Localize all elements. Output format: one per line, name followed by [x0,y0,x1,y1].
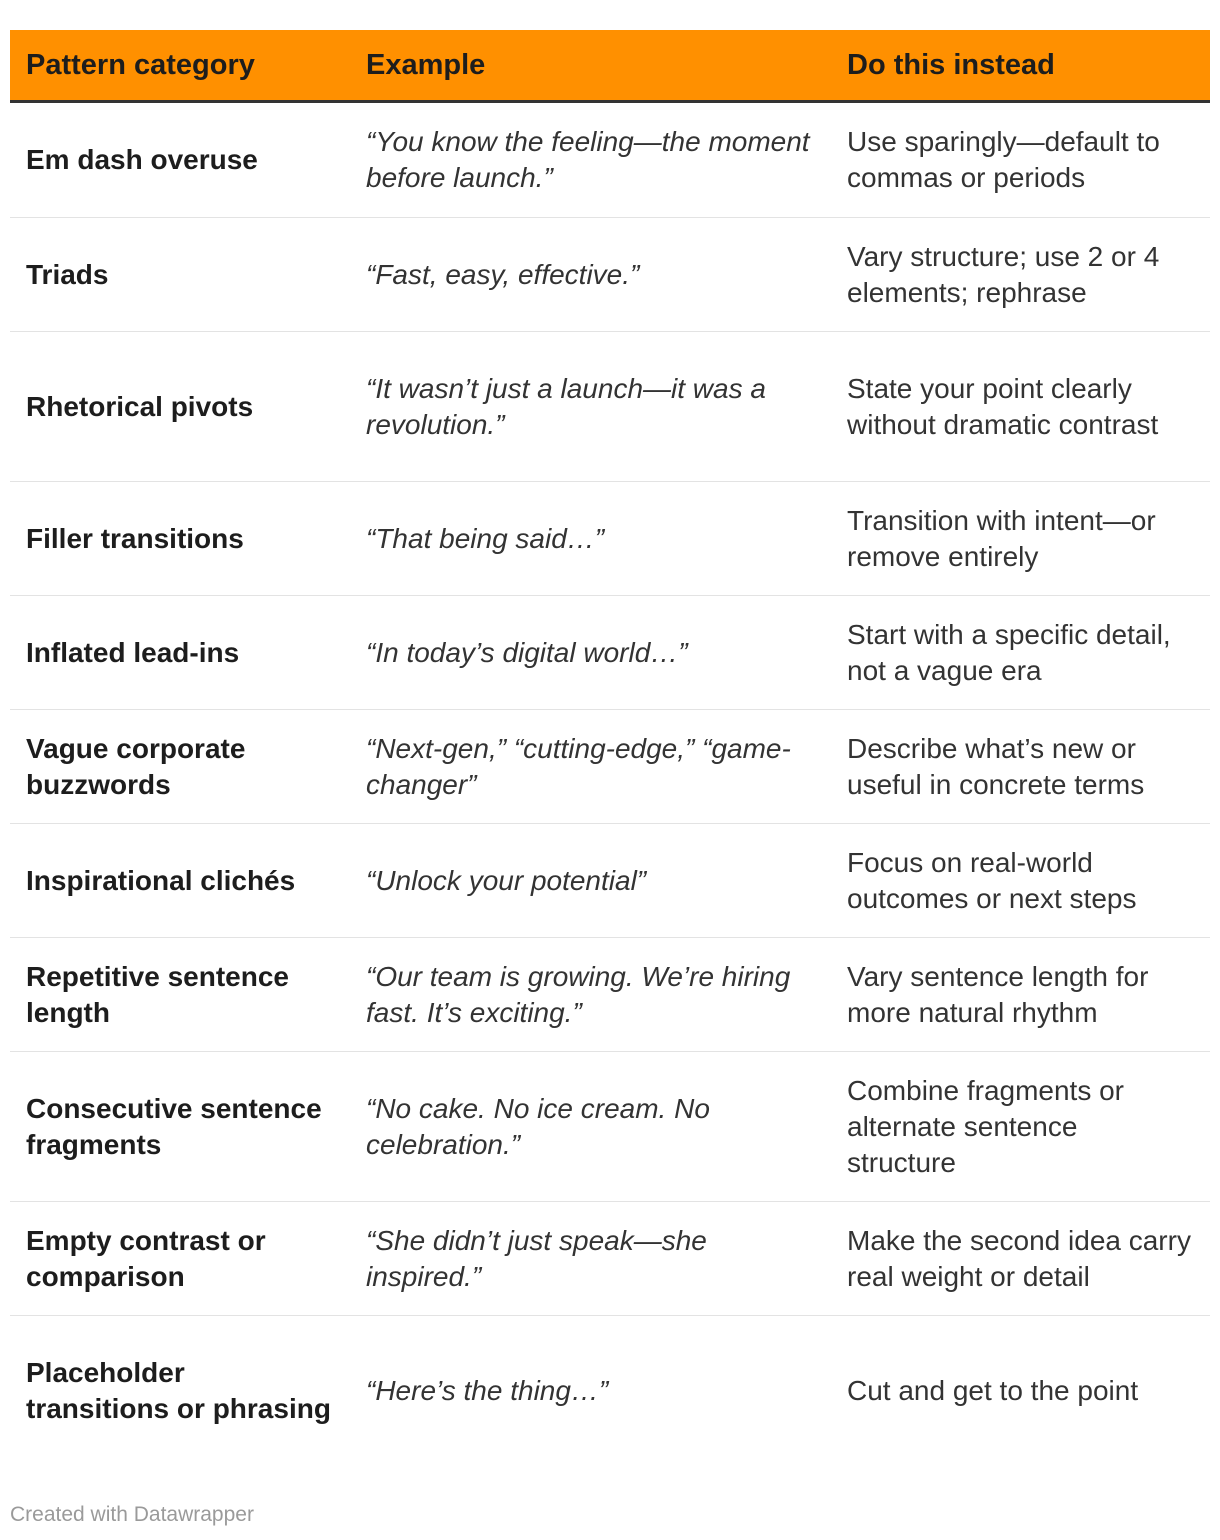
cell-category: Consecutive sentence fragments [10,1052,350,1202]
cell-example: “Here’s the thing…” [366,1374,609,1406]
cell-category: Repetitive sentence length [10,938,350,1052]
patterns-table-container [10,30,1210,1466]
datawrapper-credit[interactable]: Created with Datawrapper [10,1503,254,1526]
cell-example: “No cake. No ice cream. No celebration.” [350,1052,831,1202]
cell-category: Inspirational clichés [10,824,350,938]
table-row [10,1202,1210,1316]
cell-instead: Cut and get to the point [847,1374,1139,1406]
cell-category: Placeholder transitions or phrasing [26,1356,331,1424]
cell-instead: State your point clearly without dramatic contrast [831,332,1210,482]
cell-instead: Start with a specific detail, not a vague era [831,596,1210,710]
table-body [10,102,1210,1466]
cell-example: “She didn’t just speak—she inspired.” [350,1202,831,1316]
header-example: Example [350,30,831,102]
cell-category: Vague corporate buzzwords [10,710,350,824]
table-row [10,1052,1210,1202]
cell-instead: Focus on real-world outcomes or next steps [831,824,1210,938]
table-row [10,102,1210,218]
cell-example: “In today’s digital world…” [350,596,831,710]
table-row [10,710,1210,824]
cell-category: Rhetorical pivots [10,332,350,482]
cell-example: “You know the feeling—the moment before launch.” [350,102,831,218]
table-row [10,482,1210,596]
cell-example: “Unlock your potential” [350,824,831,938]
cell-instead: Make the second idea carry real weight or detail [831,1202,1210,1316]
cell-category: Filler transitions [10,482,350,596]
table-row [10,332,1210,482]
header-do-this-instead: Do this instead [831,30,1210,102]
header-pattern-category: Pattern category [10,30,350,102]
cell-category: Em dash overuse [10,102,350,218]
cell-category: Triads [10,218,350,332]
table-row [10,938,1210,1052]
table-row [10,1316,1210,1466]
cell-instead: Combine fragments or alternate sentence structure [831,1052,1210,1202]
table-row [10,824,1210,938]
cell-instead: Vary sentence length for more natural rhythm [831,938,1210,1052]
cell-example: “Our team is growing. We’re hiring fast. It’s exciting.” [350,938,831,1052]
cell-example: “That being said…” [350,482,831,596]
cell-instead: Transition with intent—or remove entirely [831,482,1210,596]
cell-example: “Next-gen,” “cutting-edge,” “game-changer” [350,710,831,824]
cell-instead: Vary structure; use 2 or 4 elements; rephrase [831,218,1210,332]
cell-instead: Use sparingly—default to commas or periods [831,102,1210,218]
cell-example: “It wasn’t just a launch—it was a revolution.” [350,332,831,482]
patterns-table [10,30,1210,1466]
table-row [10,218,1210,332]
cell-category: Empty contrast or comparison [10,1202,350,1316]
cell-example: “Fast, easy, effective.” [350,218,831,332]
table-header [10,30,1210,102]
cell-category: Inflated lead-ins [10,596,350,710]
cell-instead: Describe what’s new or useful in concrete terms [831,710,1210,824]
header-row [10,30,1210,102]
table-row [10,596,1210,710]
